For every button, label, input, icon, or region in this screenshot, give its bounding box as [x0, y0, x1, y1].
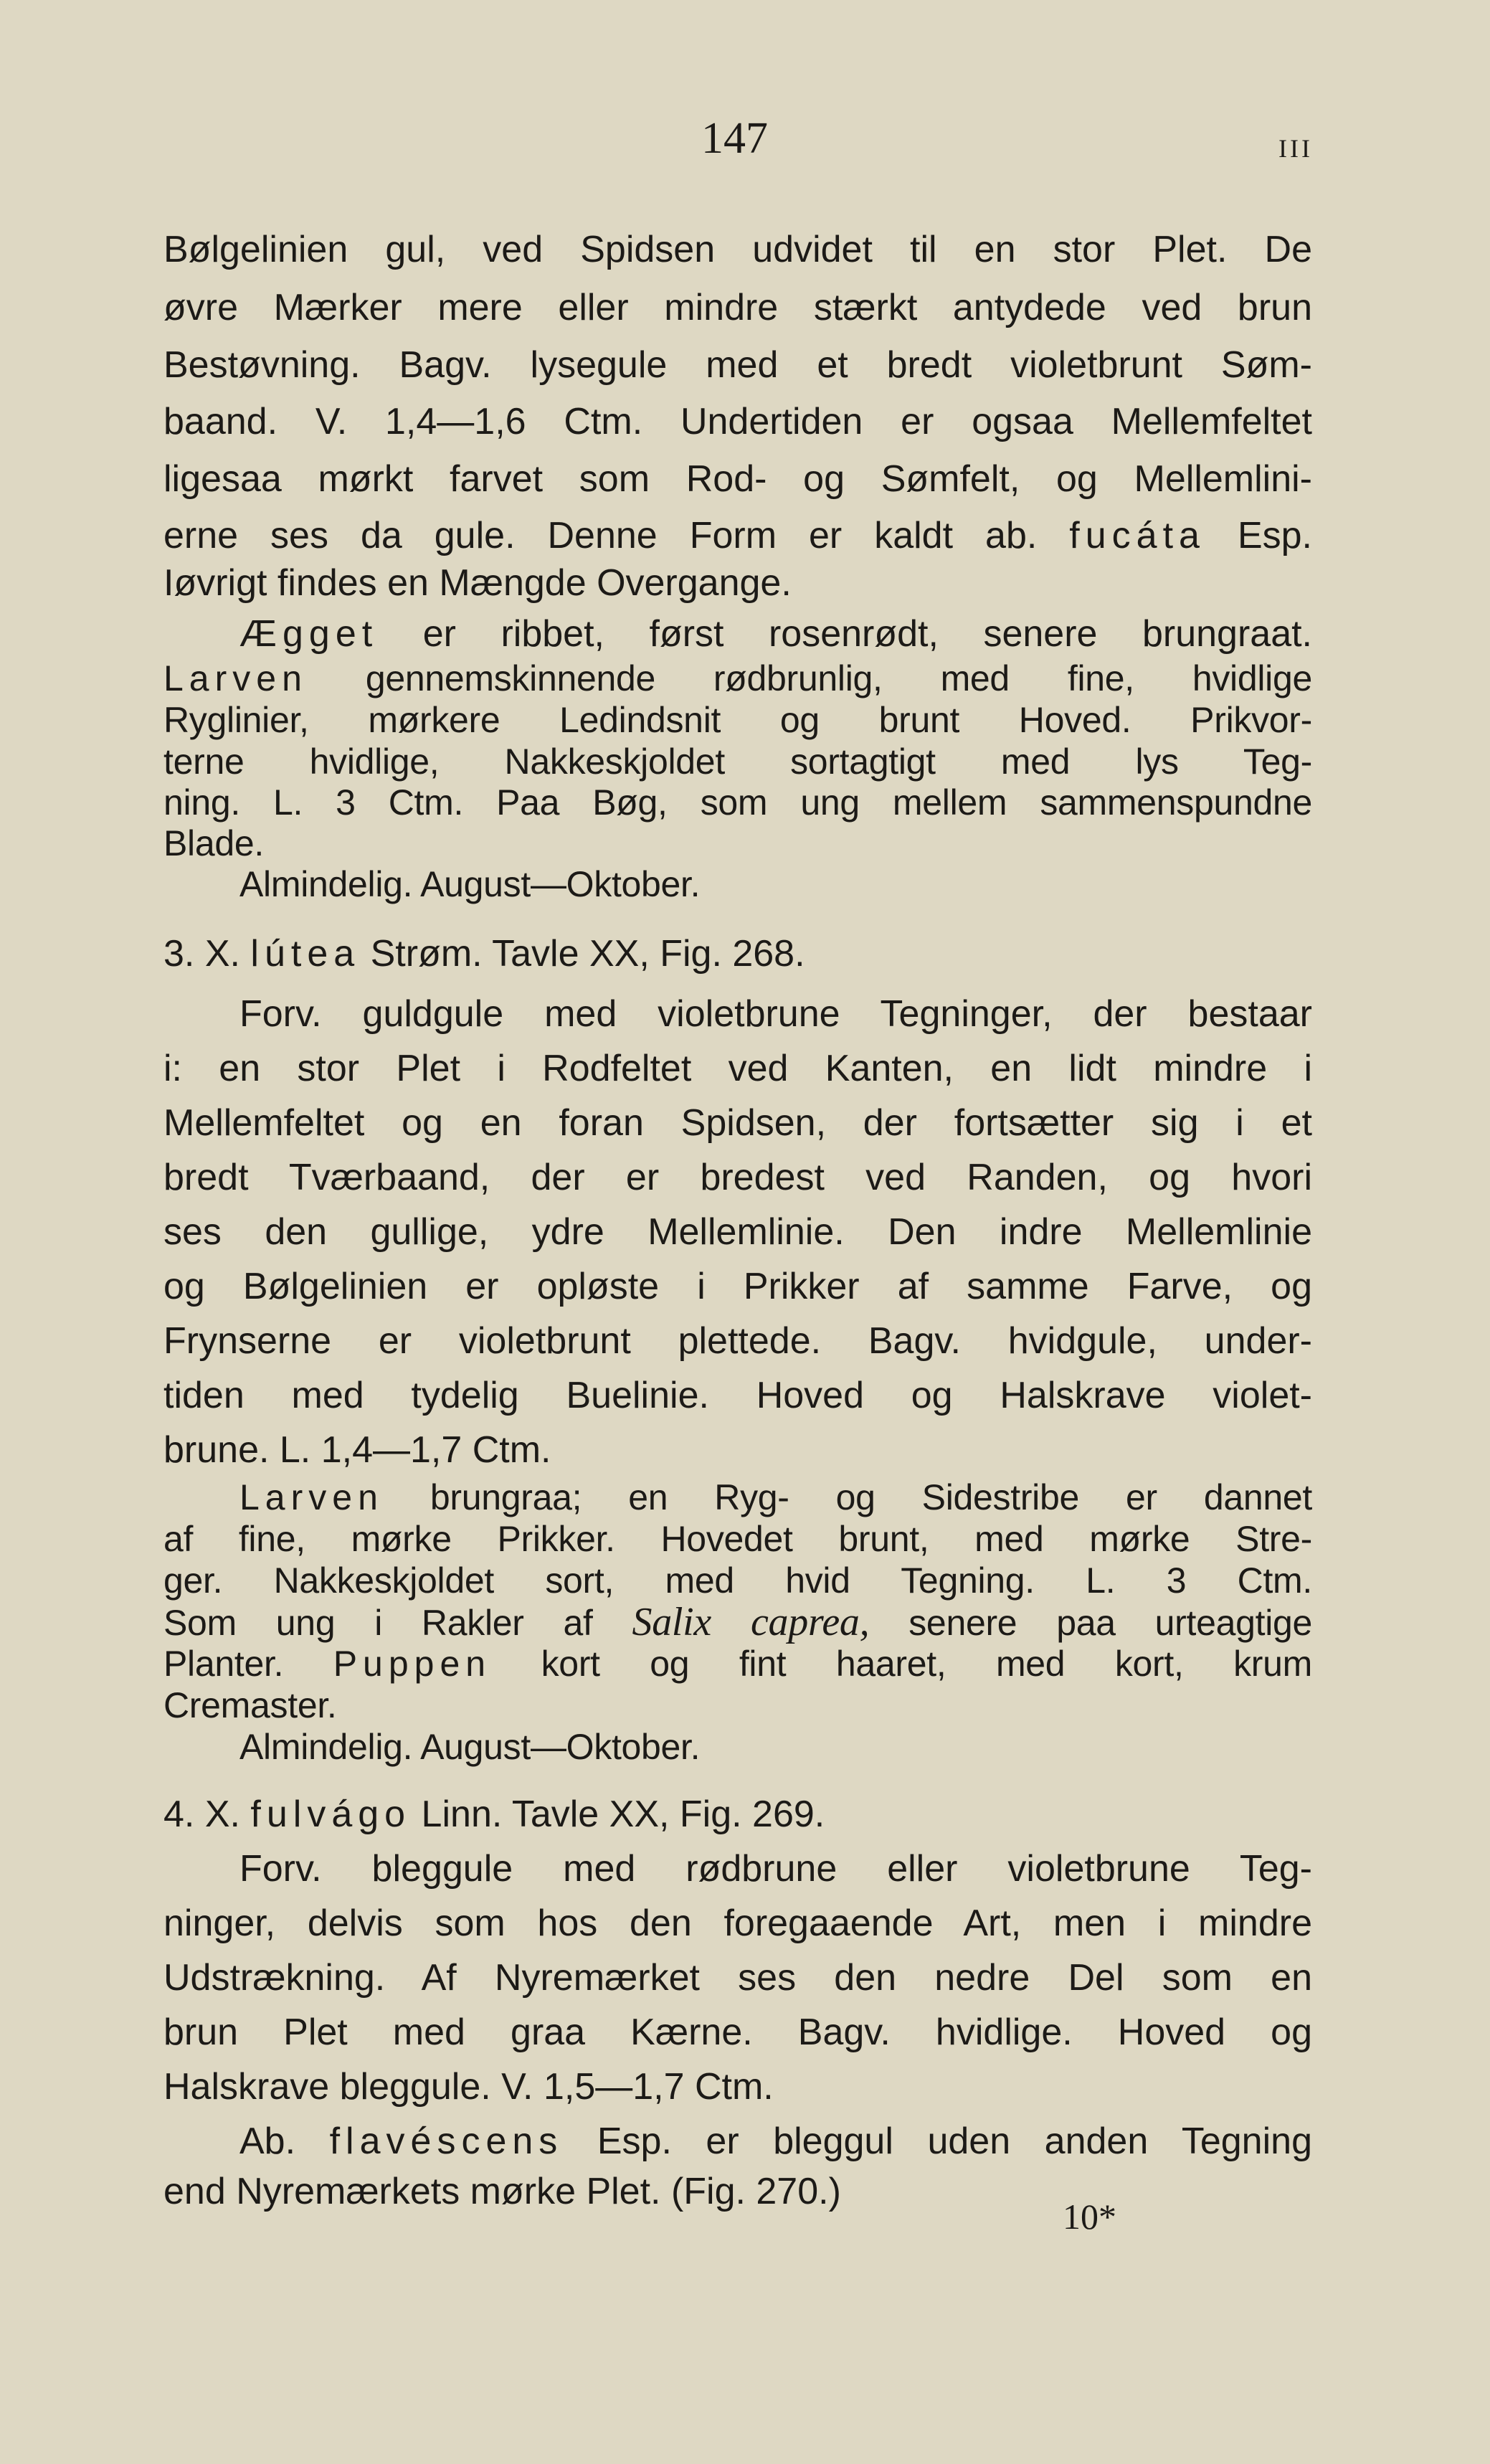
- text-line: Udstrækning. Af Nyremærket ses den nedre Del som en: [163, 1957, 1312, 1999]
- text-line: Ryglinier, mørkere Ledindsnit og brunt Hoved. Prikvor-: [163, 700, 1312, 740]
- text-line: [163, 657, 1312, 700]
- text-segment: er ribbet, først rosenrødt, senere brungraat.: [422, 613, 1313, 655]
- text-segment: Planter.: [163, 1644, 284, 1684]
- text-line: terne hvidlige, Nakkeskjoldet sortagtigt med lys Teg-: [163, 741, 1312, 782]
- species-reference: Strøm. Tavle XX, Fig. 268.: [370, 933, 805, 975]
- text-line: [163, 514, 1312, 557]
- text-line: ger. Nakkeskjoldet sort, med hvid Tegning. L. 3 Ctm.: [163, 1560, 1312, 1601]
- text-line: ninger, delvis som hos den foregaaende Art, men i mindre: [163, 1903, 1312, 1944]
- species-number: 3. X.: [163, 933, 240, 975]
- text-segment: senere paa urteagtige: [908, 1603, 1313, 1643]
- text-line: Almindelig. August—Oktober.: [239, 864, 701, 904]
- text-line: Almindelig. August—Oktober.: [239, 1727, 701, 1767]
- text-line: [239, 612, 1312, 655]
- text-segment: brungraa; en Ryg- og Sidestribe er dannet: [430, 1477, 1312, 1517]
- text-line: tiden med tydelig Buelinie. Hoved og Halskrave violet-: [163, 1375, 1312, 1416]
- species-reference: Linn. Tavle XX, Fig. 269.: [421, 1793, 825, 1835]
- text-line: Forv. guldgule med violetbrune Tegninger, der bestaar: [239, 993, 1312, 1035]
- text-line: i: en stor Plet i Rodfeltet ved Kanten, en lidt mindre i: [163, 1048, 1312, 1089]
- text-line: Iøvrigt findes en Mængde Overgange.: [163, 562, 792, 604]
- text-segment: Esp. er bleggul uden anden Tegning: [597, 2121, 1312, 2162]
- text-line: ses den gullige, ydre Mellemlinie. Den indre Mellemlinie: [163, 1211, 1312, 1253]
- text-segment: erne ses da gule. Denne Form er kaldt ab.: [163, 515, 1038, 556]
- text-segment: kort og fint haaret, med kort, krum: [541, 1644, 1313, 1684]
- text-line: Mellemfeltet og en foran Spidsen, der fortsætter sig i et: [163, 1102, 1312, 1144]
- page-number: 147: [701, 114, 768, 163]
- species-number: 4. X.: [163, 1793, 240, 1835]
- text-line: brun Plet med graa Kærne. Bagv. hvidlige. Hoved og: [163, 2012, 1312, 2053]
- spaced-term: Larven: [163, 658, 308, 698]
- spaced-term: Ægget: [239, 613, 379, 655]
- text-line: [239, 2120, 1312, 2163]
- signature-mark: III: [1278, 134, 1313, 163]
- text-line: af fine, mørke Prikker. Hovedet brunt, med mørke Stre-: [163, 1519, 1312, 1559]
- text-line: Halskrave bleggule. V. 1,5—1,7 Ctm.: [163, 2066, 774, 2108]
- text-line: Bestøvning. Bagv. lysegule med et bredt violetbrunt Søm-: [163, 344, 1312, 386]
- text-line: Blade.: [163, 823, 264, 863]
- text-segment: Esp.: [1237, 515, 1312, 556]
- text-line: Cremaster.: [163, 1685, 337, 1725]
- species-heading: [163, 1793, 1312, 1836]
- text-line: og Bølgelinien er opløste i Prikker af samme Farve, og: [163, 1266, 1312, 1307]
- species-heading: [163, 932, 1312, 975]
- species-name: lútea: [250, 933, 361, 975]
- text-line: øvre Mærker mere eller mindre stærkt antydede ved brun: [163, 287, 1312, 328]
- text-segment: Som ung i Rakler af: [163, 1603, 593, 1643]
- text-line: ligesaa mørkt farvet som Rod- og Sømfelt, og Mellemlini-: [163, 458, 1312, 500]
- text-segment: gennemskinnende rødbrunlig, med fine, hvidlige: [365, 658, 1312, 698]
- text-line: [163, 1642, 1312, 1685]
- text-line: [239, 1476, 1312, 1519]
- text-line: Bølgelinien gul, ved Spidsen udvidet til en stor Plet. De: [163, 229, 1312, 270]
- plant-name: Salix caprea,: [632, 1600, 870, 1644]
- taxon-name: flavéscens: [329, 2121, 564, 2162]
- spaced-term: Puppen: [333, 1644, 492, 1684]
- spaced-term: Larven: [239, 1477, 384, 1517]
- signature-mark: 10*: [1063, 2197, 1116, 2237]
- species-name: fulvágo: [250, 1793, 412, 1835]
- text-line: brune. L. 1,4—1,7 Ctm.: [163, 1429, 551, 1471]
- text-segment: Ab.: [239, 2121, 296, 2162]
- text-line: Forv. bleggule med rødbrune eller violetbrune Teg-: [239, 1848, 1312, 1890]
- text-line: end Nyremærkets mørke Plet. (Fig. 270.): [163, 2171, 841, 2212]
- text-line: bredt Tværbaand, der er bredest ved Randen, og hvori: [163, 1157, 1312, 1198]
- text-line: Frynserne er violetbrunt plettede. Bagv. hvidgule, under-: [163, 1320, 1312, 1362]
- text-line: baand. V. 1,4—1,6 Ctm. Undertiden er ogsaa Mellemfeltet: [163, 401, 1312, 442]
- text-line: ning. L. 3 Ctm. Paa Bøg, som ung mellem sammenspundne: [163, 782, 1312, 823]
- text-line: [163, 1601, 1312, 1644]
- taxon-name: fucáta: [1069, 515, 1205, 556]
